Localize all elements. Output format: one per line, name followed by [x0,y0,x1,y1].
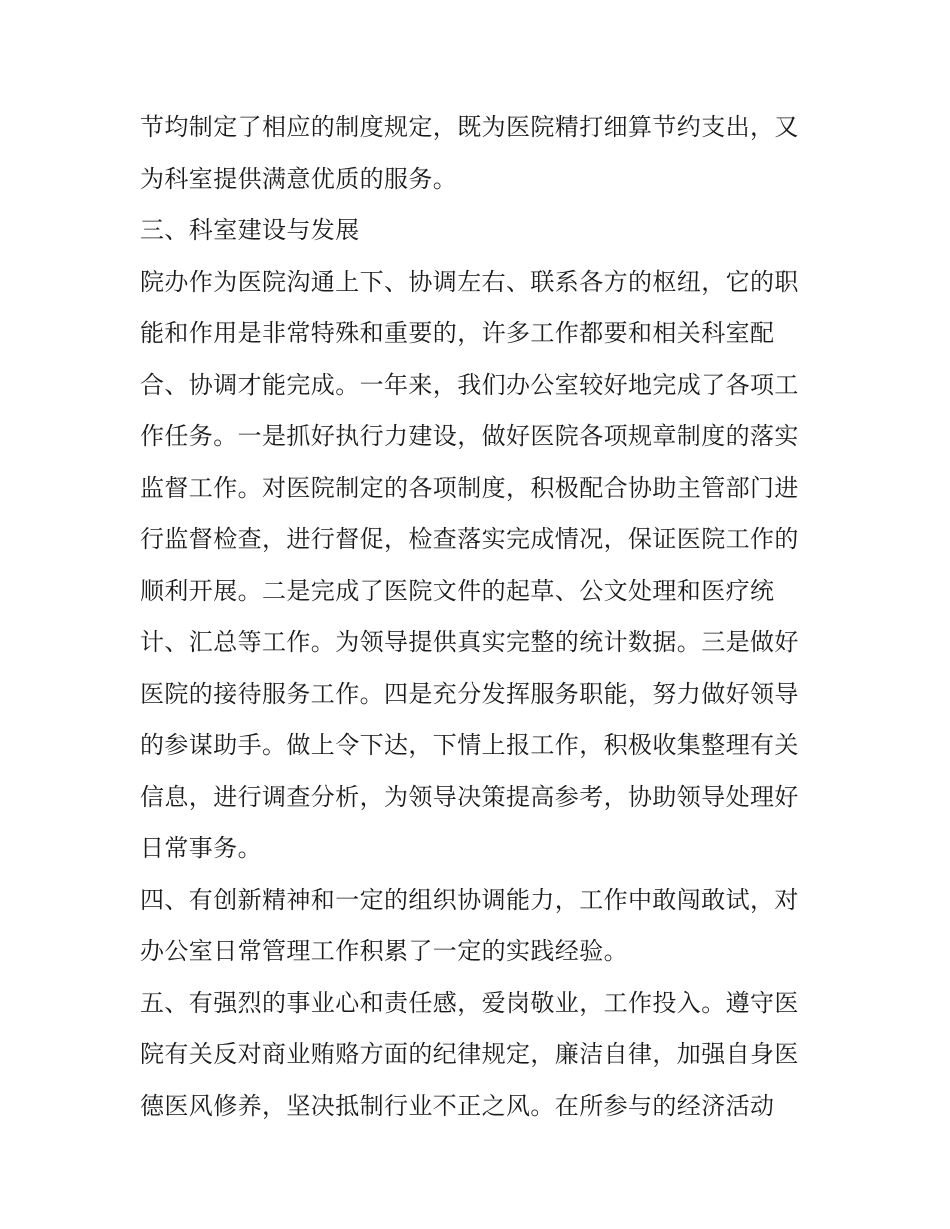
section-paragraph-start: 四、有创新精神和一定的组织协调能力，工作中敢闯敢试，对 [140,885,799,914]
document-body [140,102,830,1132]
text-line: 办公室日常管理工作积累了一定的实践经验。 [140,937,628,965]
text-line: 顺利开展。二是完成了医院文件的起草、公文处理和医疗统 [140,576,775,605]
text-line: 德医风修养，坚决抵制行业不正之风。在所参与的经济活动 [140,1091,775,1120]
text-line: 的参谋助手。做上令下达，下情上报工作，积极收集整理有关 [140,731,799,759]
text-line: 合、协调才能完成。一年来，我们办公室较好地完成了各项工 [140,370,799,399]
text-line: 监督工作。对医院制定的各项制度，积极配合协助主管部门进 [140,473,799,502]
section-paragraph-start: 五、有强烈的事业心和责任感，爱岗敬业，工作投入。遵守医 [140,988,799,1017]
text-line: 日常事务。 [140,834,262,862]
text-line: 能和作用是非常特殊和重要的，许多工作都要和相关科室配 [140,319,775,347]
text-line: 医院的接待服务工作。四是充分发挥服务职能，努力做好领导 [140,679,799,708]
text-line: 节均制定了相应的制度规定，既为医院精打细算节约支出，又 [140,113,799,141]
section-heading: 三、科室建设与发展 [140,216,360,244]
text-line: 计、汇总等工作。为领导提供真实完整的统计数据。三是做好 [140,628,799,656]
text-line: 院办作为医院沟通上下、协调左右、联系各方的枢纽，它的职 [140,267,799,296]
text-line: 作任务。一是抓好执行力建设，做好医院各项规章制度的落实 [140,422,799,450]
text-line: 行监督检查，进行督促，检查落实完成情况，保证医院工作的 [140,525,799,553]
text-line: 院有关反对商业贿赂方面的纪律规定，廉洁自律，加强自身医 [140,1040,799,1068]
text-line: 为科室提供满意优质的服务。 [140,164,458,193]
text-line: 信息，进行调查分析，为领导决策提高参考，协助领导处理好 [140,782,799,811]
